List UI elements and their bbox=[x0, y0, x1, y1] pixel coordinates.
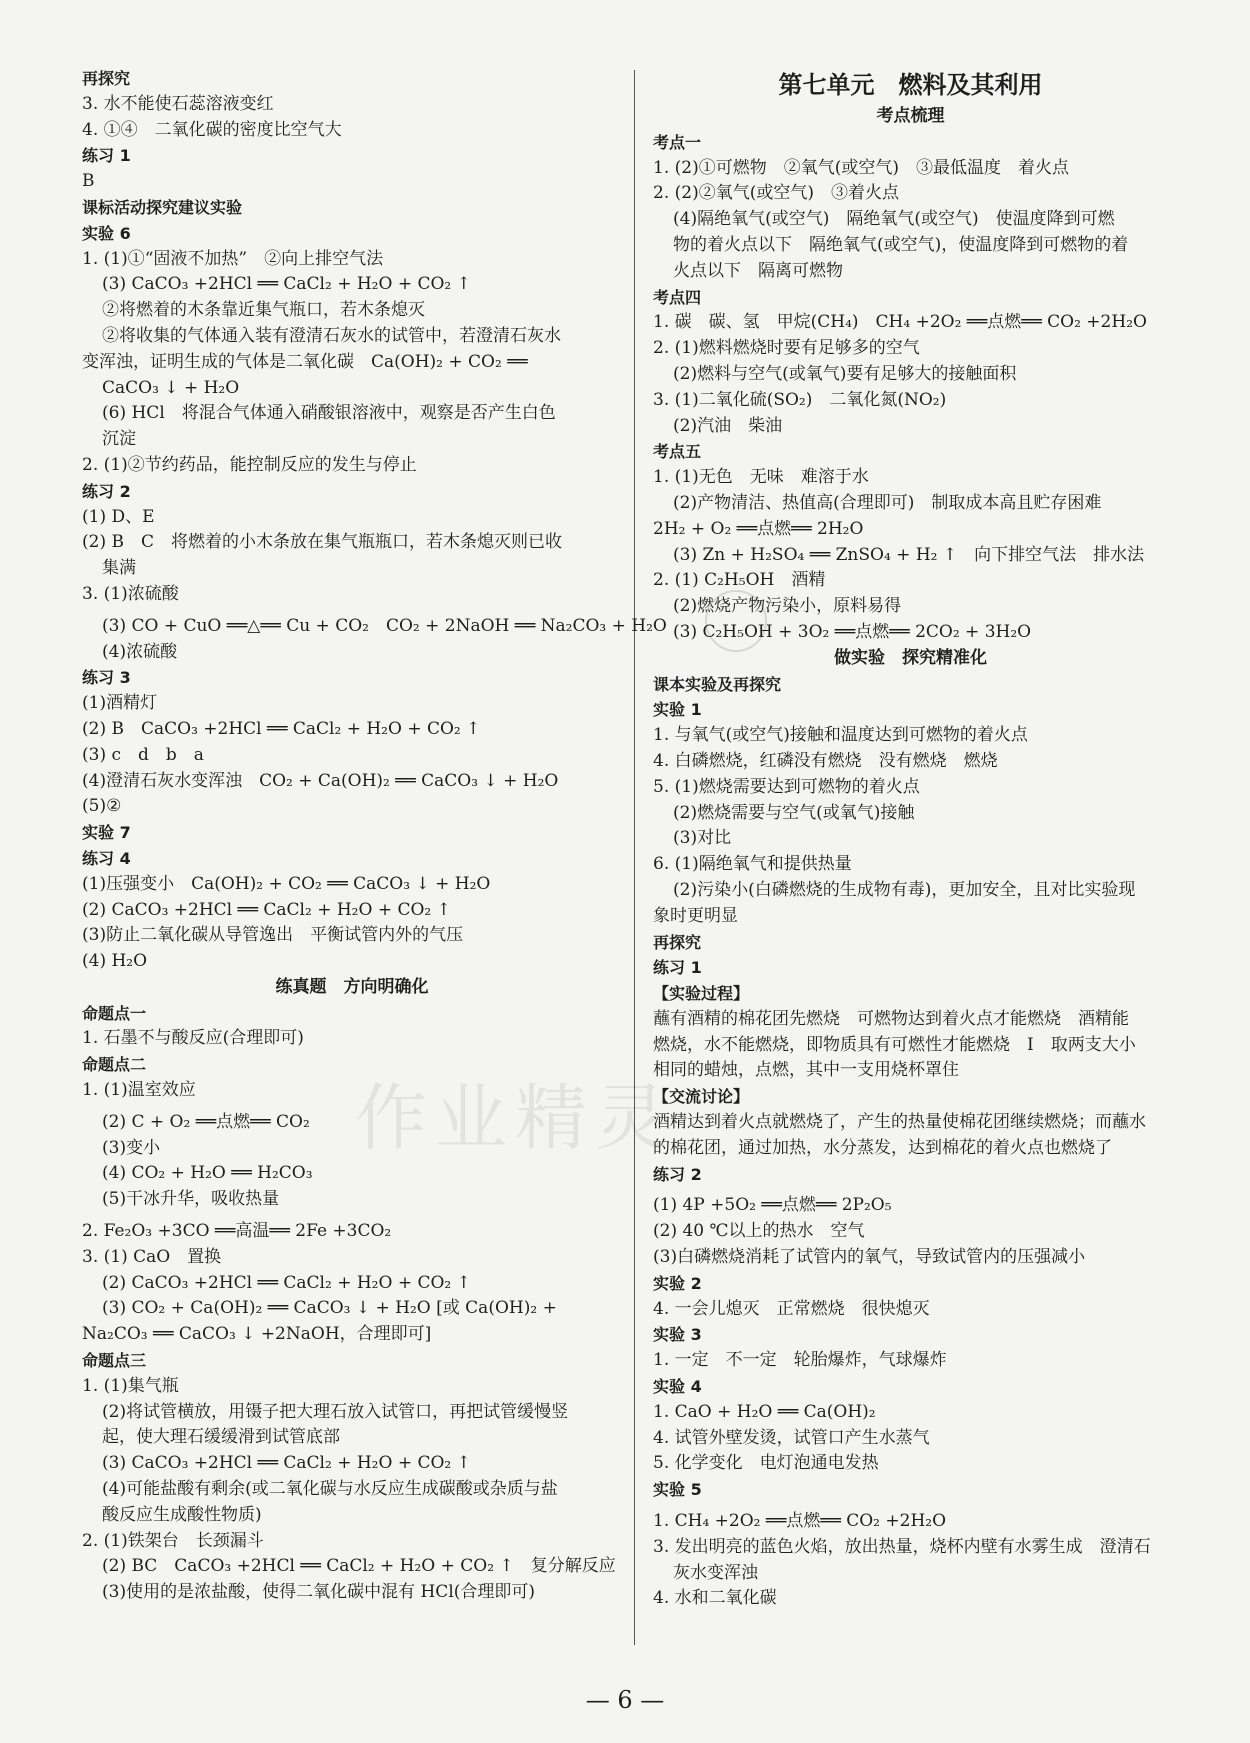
answer-line: 1. 碳 碳、氢 甲烷(CH₄) CH₄ +2O₂ ══点燃══ CO₂ +2H₂O bbox=[653, 312, 1147, 333]
section-heading: 命题点一 bbox=[82, 1003, 147, 1023]
answer-line: (2) CaCO₃ +2HCl ══ CaCl₂ + H₂O + CO₂ ↑ bbox=[82, 899, 451, 920]
answer-line-indented: ②将燃着的木条靠近集气瓶口，若木条熄灭 bbox=[102, 300, 425, 321]
answer-line-indented: (3)变小 bbox=[102, 1137, 161, 1158]
answer-line: 燃烧，水不能燃烧，即物质具有可燃性才能燃烧 Ⅰ 取两支大小 bbox=[653, 1034, 1136, 1055]
answer-line-indented: (3)使用的是浓盐酸，使得二氧化碳中混有 HCl(合理即可) bbox=[102, 1582, 536, 1603]
watermark: 作业精灵 bbox=[355, 1076, 676, 1160]
answer-line: (5)② bbox=[82, 796, 122, 817]
answer-line-indented: (4)隔绝氧气(或空气) 隔绝氧气(或空气) 使温度降到可燃 bbox=[673, 209, 1115, 230]
answer-line: 的棉花团，通过加热，水分蒸发，达到棉花的着火点也燃烧了 bbox=[653, 1137, 1112, 1158]
answer-line-indented: (2)燃烧产物污染小，原料易得 bbox=[673, 596, 902, 617]
answer-line-indented: ②将收集的气体通入装有澄清石灰水的试管中，若澄清石灰水 bbox=[102, 325, 561, 346]
answer-line: 4. 水和二氧化碳 bbox=[653, 1588, 777, 1609]
answer-line: (1) 4P +5O₂ ══点燃══ 2P₂O₅ bbox=[653, 1195, 892, 1216]
answer-line-indented: (2)燃料与空气(或氧气)要有足够大的接触面积 bbox=[673, 363, 1017, 384]
answer-line: 1. (1)无色 无味 难溶于水 bbox=[653, 467, 869, 488]
answer-line-indented: (2)燃烧需要与空气(或氧气)接触 bbox=[673, 802, 915, 823]
section-heading: 练习 4 bbox=[82, 848, 131, 868]
answer-line: 1. CH₄ +2O₂ ══点燃══ CO₂ +2H₂O bbox=[653, 1511, 947, 1532]
answer-line: 3. (1)浓硫酸 bbox=[82, 583, 179, 604]
section-heading: 再探究 bbox=[653, 932, 702, 952]
answer-line: 3. 发出明亮的蓝色火焰，放出热量，烧杯内壁有水雾生成 澄清石 bbox=[653, 1536, 1151, 1557]
answer-line-indented: CaCO₃ ↓ + H₂O bbox=[102, 377, 240, 398]
answer-line: 象时更明显 bbox=[653, 905, 738, 926]
answer-line-indented: (4)可能盐酸有剩余(或二氧化碳与水反应生成碳酸或杂质与盐 bbox=[102, 1479, 558, 1500]
section-heading: 课标活动探究建议实验 bbox=[82, 197, 243, 217]
subsection-title: 做实验 探究精准化 bbox=[834, 647, 987, 668]
answer-line: 2. (1) C₂H₅OH 酒精 bbox=[653, 570, 826, 591]
section-heading: 实验 6 bbox=[82, 223, 131, 243]
section-heading: 实验 1 bbox=[653, 700, 702, 720]
section-heading: 实验 7 bbox=[82, 823, 131, 843]
answer-line-indented: (3) CaCO₃ +2HCl ══ CaCl₂ + H₂O + CO₂ ↑ bbox=[102, 1453, 471, 1474]
section-heading: 命题点三 bbox=[82, 1351, 147, 1371]
section-heading: 考点一 bbox=[653, 132, 702, 152]
answer-line-indented: (3) C₂H₅OH + 3O₂ ══点燃══ 2CO₂ + 3H₂O bbox=[673, 621, 1032, 642]
answer-line-indented: (3) CO + CuO ══△══ Cu + CO₂ CO₂ + 2NaOH ══ Na₂CO₃ + H₂O bbox=[102, 615, 667, 636]
answer-line-indented: 集满 bbox=[102, 558, 136, 579]
answer-line: (3)白磷燃烧消耗了试管内的氧气，导致试管内的压强减小 bbox=[653, 1247, 1086, 1268]
answer-line: 1. (1)①“固液不加热” ②向上排空气法 bbox=[82, 248, 384, 269]
section-heading: 考点四 bbox=[653, 287, 702, 307]
answer-line-indented: (4)浓硫酸 bbox=[102, 641, 178, 662]
subsection-title: 练真题 方向明确化 bbox=[275, 976, 429, 997]
answer-line: 6. (1)隔绝氧气和提供热量 bbox=[653, 854, 852, 875]
answer-line: 1. 石墨不与酸反应(合理即可) bbox=[82, 1028, 304, 1049]
answer-line: 1. 与氧气(或空气)接触和温度达到可燃物的着火点 bbox=[653, 725, 1028, 746]
answer-line: (1) D、E bbox=[82, 506, 155, 527]
answer-line: 4. ①④ 二氧化碳的密度比空气大 bbox=[82, 119, 342, 140]
page-number: — 6 — bbox=[585, 1686, 665, 1714]
answer-line: 相同的蜡烛，点燃，其中一支用烧杯罩住 bbox=[653, 1060, 959, 1081]
answer-line-indented: (3)对比 bbox=[673, 828, 732, 849]
answer-line-indented: (2)污染小(白磷燃烧的生成物有毒)，更加安全，且对比实验现 bbox=[673, 879, 1136, 900]
answer-line: B bbox=[82, 171, 95, 192]
answer-line: 2. (2)②氧气(或空气) ③着火点 bbox=[653, 183, 899, 204]
answer-line-indented: (2) BC CaCO₃ +2HCl ══ CaCl₂ + H₂O + CO₂ ↑ 复分解反应 bbox=[102, 1556, 616, 1577]
column-divider bbox=[634, 70, 635, 1645]
answer-line: 2. (1)②节约药品，能控制反应的发生与停止 bbox=[82, 454, 417, 475]
answer-line-indented: (3) CaCO₃ +2HCl ══ CaCl₂ + H₂O + CO₂ ↑ bbox=[102, 274, 471, 295]
subsection-title: 考点梳理 bbox=[876, 106, 945, 126]
left-column bbox=[82, 66, 667, 1606]
answer-line-indented: (2)产物清洁、热值高(合理即可) 制取成本高且贮存困难 bbox=[673, 492, 1102, 513]
answer-line: 5. (1)燃烧需要达到可燃物的着火点 bbox=[653, 776, 920, 797]
answer-line: 2. Fe₂O₃ +3CO ══高温══ 2Fe +3CO₂ bbox=[82, 1221, 392, 1242]
answer-line: 1. (2)①可燃物 ②氧气(或空气) ③最低温度 着火点 bbox=[653, 157, 1069, 178]
section-heading: 练习 2 bbox=[653, 1164, 702, 1184]
right-column bbox=[653, 66, 1168, 1612]
answer-line-indented: (2)将试管横放，用镊子把大理石放入试管口，再把试管缓慢竖 bbox=[102, 1401, 569, 1422]
answer-line-indented: (6) HCl 将混合气体通入硝酸银溶液中，观察是否产生白色 bbox=[102, 403, 556, 424]
answer-line: 1. (1)集气瓶 bbox=[82, 1375, 179, 1396]
answer-line: 3. 水不能使石蕊溶液变红 bbox=[82, 93, 274, 114]
answer-line: 4. 试管外壁发烫，试管口产生水蒸气 bbox=[653, 1427, 930, 1448]
answer-line-indented: 物的着火点以下 隔绝氧气(或空气)，使温度降到可燃物的着 bbox=[673, 234, 1129, 255]
answer-line-indented: 灰水变浑浊 bbox=[673, 1562, 758, 1583]
answer-line: 2H₂ + O₂ ══点燃══ 2H₂O bbox=[653, 518, 864, 539]
answer-line: (4)澄清石灰水变浑浊 CO₂ + Ca(OH)₂ ══ CaCO₃ ↓ + H₂O bbox=[82, 770, 559, 791]
answer-line: 1. 一定 不一定 轮胎爆炸，气球爆炸 bbox=[653, 1350, 947, 1371]
answer-line-indented: (2) CaCO₃ +2HCl ══ CaCl₂ + H₂O + CO₂ ↑ bbox=[102, 1272, 471, 1293]
answer-line: (1)酒精灯 bbox=[82, 693, 158, 714]
answer-line: 蘸有酒精的棉花团先燃烧 可燃物达到着火点才能燃烧 酒精能 bbox=[653, 1008, 1129, 1029]
answer-line: 3. (1) CaO 置换 bbox=[82, 1246, 222, 1267]
section-heading: 再探究 bbox=[82, 69, 131, 88]
answer-line: (2) B C 将燃着的小木条放在集气瓶瓶口，若木条熄灭则已收 bbox=[82, 532, 562, 553]
section-heading: 实验 4 bbox=[653, 1377, 702, 1397]
section-heading: 考点五 bbox=[653, 442, 702, 462]
answer-line: 2. (1)铁架台 长颈漏斗 bbox=[82, 1530, 264, 1551]
answer-line: 1. (1)温室效应 bbox=[82, 1080, 196, 1101]
section-heading: 练习 3 bbox=[82, 668, 131, 688]
unit-title: 第七单元 燃料及其利用 bbox=[778, 71, 1043, 99]
section-heading: 练习 1 bbox=[653, 958, 702, 978]
answer-line: 4. 一会儿熄灭 正常燃烧 很快熄灭 bbox=[653, 1298, 930, 1319]
section-heading: 练习 1 bbox=[82, 146, 131, 166]
answer-line: (3)防止二氧化碳从导管逸出 平衡试管内外的气压 bbox=[82, 925, 464, 946]
answer-line-indented: (4) CO₂ + H₂O ══ H₂CO₃ bbox=[102, 1163, 313, 1184]
answer-line-indented: 酸反应生成酸性物质) bbox=[102, 1504, 262, 1525]
section-heading: 【交流讨论】 bbox=[653, 1087, 750, 1107]
section-heading: 【实验过程】 bbox=[653, 984, 750, 1004]
answer-line-indented: (3) Zn + H₂SO₄ ══ ZnSO₄ + H₂ ↑ 向下排空气法 排水法 bbox=[673, 544, 1145, 565]
section-heading: 练习 2 bbox=[82, 481, 131, 501]
section-heading: 实验 5 bbox=[653, 1480, 702, 1500]
answer-line: (3) c d b a bbox=[82, 744, 204, 765]
answer-line: 4. 白磷燃烧，红磷没有燃烧 没有燃烧 燃烧 bbox=[653, 750, 998, 771]
section-heading: 命题点二 bbox=[82, 1055, 147, 1075]
answer-line: (4) H₂O bbox=[82, 951, 148, 972]
answer-line-indented: 火点以下 隔离可燃物 bbox=[673, 260, 843, 281]
answer-line: 2. (1)燃料燃烧时要有足够多的空气 bbox=[653, 338, 920, 359]
answer-line: (2) B CaCO₃ +2HCl ══ CaCl₂ + H₂O + CO₂ ↑ bbox=[82, 718, 481, 739]
answer-line-indented: (3) CO₂ + Ca(OH)₂ ══ CaCO₃ ↓ + H₂O [或 Ca(OH)₂ + bbox=[102, 1298, 557, 1319]
answer-line-indented: 起，使大理石缓缓滑到试管底部 bbox=[102, 1427, 340, 1448]
answer-line: 酒精达到着火点就燃烧了，产生的热量使棉花团继续燃烧；而蘸水 bbox=[653, 1112, 1146, 1133]
answer-line: 5. 化学变化 电灯泡通电发热 bbox=[653, 1453, 879, 1474]
answer-line-indented: (5)干冰升华，吸收热量 bbox=[102, 1189, 280, 1210]
answer-line: 1. CaO + H₂O ══ Ca(OH)₂ bbox=[653, 1401, 876, 1422]
answer-line-indented: 沉淀 bbox=[102, 429, 136, 450]
answer-line: Na₂CO₃ ══ CaCO₃ ↓ +2NaOH，合理即可] bbox=[82, 1324, 432, 1345]
answer-line-indented: (2) C + O₂ ══点燃══ CO₂ bbox=[102, 1111, 310, 1132]
section-heading: 实验 2 bbox=[653, 1273, 702, 1293]
section-heading: 课本实验及再探究 bbox=[653, 674, 782, 694]
section-heading: 实验 3 bbox=[653, 1325, 702, 1345]
answer-line: 3. (1)二氧化硫(SO₂) 二氧化氮(NO₂) bbox=[653, 389, 947, 410]
answer-line-indented: (2)汽油 柴油 bbox=[673, 415, 783, 436]
answer-line: (2) 40 ℃以上的热水 空气 bbox=[653, 1221, 865, 1242]
answer-line: (1)压强变小 Ca(OH)₂ + CO₂ ══ CaCO₃ ↓ + H₂O bbox=[82, 873, 491, 894]
answer-line: 变浑浊，证明生成的气体是二氧化碳 Ca(OH)₂ + CO₂ ══ bbox=[82, 351, 528, 372]
